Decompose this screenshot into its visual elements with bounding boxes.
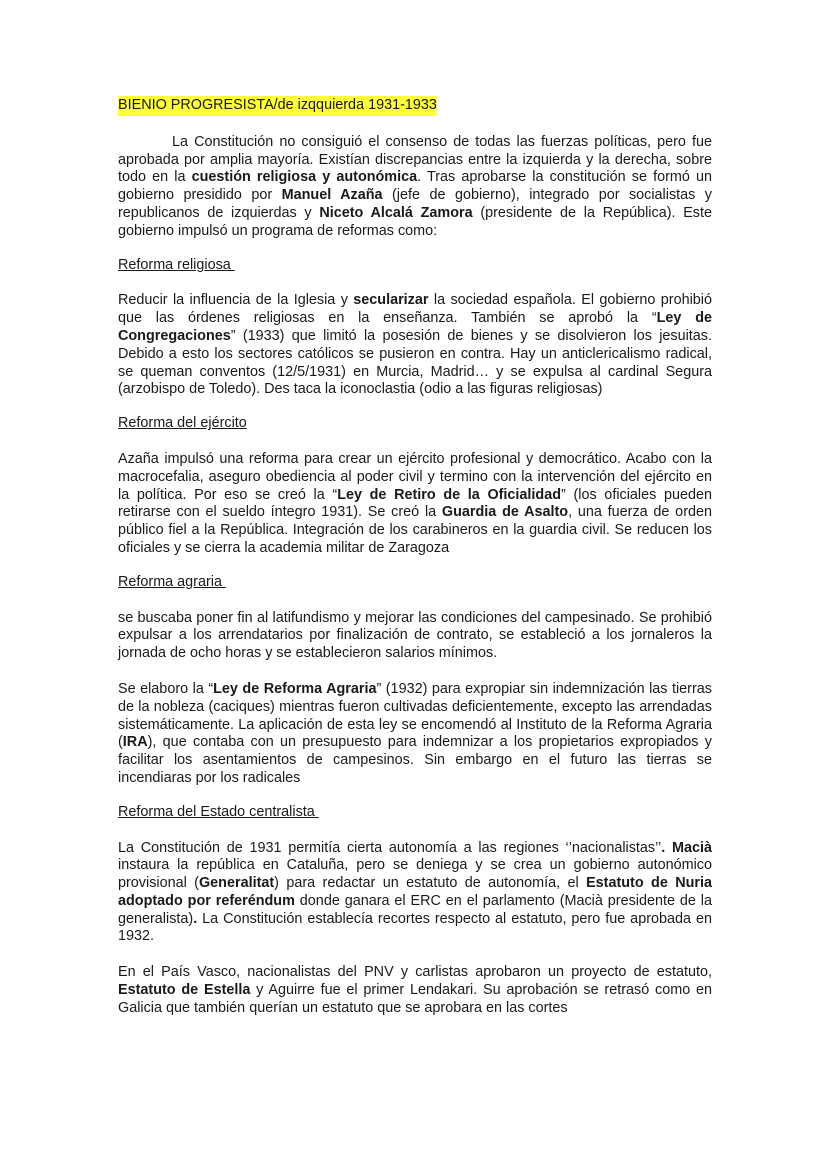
bold-text: Ley de Congregaciones: [118, 310, 713, 344]
text-run: se buscaba poner fin al latifundismo y mejorar las condiciones del campesinado. Se prohibió expulsar a los arrendatarios por finalización de contrato, se estableció a los jornaleros la jornada de ocho horas y se establecieron salarios mínimos.: [118, 609, 712, 662]
text-run: Se elaboro la “: [118, 680, 214, 697]
bold-text: Estatuto de Estella: [118, 982, 251, 999]
text-run: Reducir la influencia de la Iglesia y: [118, 292, 354, 309]
section-paragraph: [118, 292, 712, 399]
section-paragraph: [118, 840, 712, 947]
bold-text: Manuel Azaña: [281, 187, 383, 204]
document-title: BIENIO PROGRESISTA/de izqquierda 1931-1933: [118, 96, 437, 116]
text-run: , una fuerza de orden público fiel a la República. Integración de los carabineros en la guardia civil. Se reducen los oficiales y se cierra la academia militar de Zaragoza: [118, 504, 712, 556]
text-run: instaura la república en Cataluña, pero se deniega y se crea un gobierno autonómico provisional (: [118, 857, 712, 892]
section-heading: Reforma del Estado centralista: [118, 803, 319, 820]
text-run: La Constitución no consiguió el consenso de todas las fuerzas políticas, pero fue aprobada por amplia mayoría. Existían discrepancias entre la izquierda y la derecha, sobre todo en la: [118, 133, 712, 186]
sections-container: [118, 257, 712, 1018]
section-paragraph: [118, 451, 712, 558]
text-run: En el País Vasco, nacionalistas del PNV y carlistas aprobaron un proyecto de estatuto,: [118, 964, 712, 981]
text-run: . Tras aprobarse la constitución se formó un gobierno presidido por: [118, 169, 712, 204]
bold-text: Ley de Retiro de la Oficialidad: [337, 486, 562, 503]
section-paragraph: [118, 964, 712, 1017]
text-run: ), que contaba con un presupuesto para indemnizar a los propietarios expropiados y facilitar los asentamientos de campesinos. Sin embargo en el futuro las tierras se incendiaras por los radicales: [118, 734, 712, 786]
text-run: la sociedad española. El gobierno prohibió que las órdenes religiosas en la enseñanza. También se aprobó la “: [118, 292, 713, 327]
bold-text: Niceto Alcalá Zamora: [319, 204, 473, 221]
text-run: y Aguirre fue el primer Lendakari. Su aprobación se retrasó como en Galicia que también querían un estatuto que se aprobara en las cortes: [118, 982, 713, 1016]
bold-text: Guardia de Asalto: [441, 504, 569, 521]
bold-text: IRA: [122, 734, 148, 751]
bold-text: Ley de Reforma Agraria: [213, 680, 377, 697]
bold-text: Generalitat: [198, 875, 275, 892]
section-heading: Reforma del ejército: [118, 415, 247, 432]
bold-text: secularizar: [353, 292, 429, 309]
section-paragraph: [118, 681, 712, 788]
document-page: [118, 96, 712, 1018]
text-run: donde ganara el ERC en el parlamento (Macià presidente de la generalista): [118, 892, 712, 927]
section-heading: Reforma religiosa: [118, 256, 235, 273]
text-run: (jefe de gobierno), integrado por socialistas y republicanos de izquierdas y: [118, 187, 713, 221]
bold-text: cuestión religiosa y autonómica: [191, 169, 418, 186]
text-run: La Constitución establecía recortes respecto al estatuto, pero fue aprobada en 1932.: [118, 910, 712, 945]
intro-paragraph: [118, 134, 712, 241]
text-run: Azaña impulsó una reforma para crear un ejército profesional y democrático. Acabo con la macrocefalia, aseguro obediencia al poder civil y termino con la intervención del ejército en la política. Por eso se creó la “: [118, 450, 712, 503]
bold-text: . Macià: [661, 839, 712, 856]
section-heading: Reforma agraria: [118, 573, 226, 590]
text-run: La Constitución de 1931 permitía cierta autonomía a las regiones ‘’nacionalistas’’: [118, 839, 662, 856]
text-run: ) para redactar un estatuto de autonomía, el: [274, 875, 587, 892]
text-run: ” (los oficiales pueden retirarse con el sueldo íntegro 1931). Se creó la: [118, 486, 712, 521]
bold-text: .: [193, 910, 198, 927]
text-run: ” (1932) para expropiar sin indemnización las tierras de la nobleza (caciques) mientras fueron cultivadas deficientemente, excepto las arrendadas sistemáticamente. La aplicación de esta ley se encomendó al Instituto de la Reforma Agraria (: [118, 680, 712, 751]
text-run: (presidente de la República). Este gobierno impulsó un programa de reformas como:: [118, 204, 713, 239]
bold-text: Estatuto de Nuria adoptado por referéndum: [118, 875, 712, 909]
text-run: ” (1933) que limitó la posesión de bienes y se disolvieron los jesuitas. Debido a esto los sectores católicos se pusieron en contra. Hay un anticlericalismo radical, se queman conventos (12/5/1931) en Murcia, Madrid… y se expulsa al cardinal Segura (arzobispo de Toledo). Des taca la iconoclastia (odio a las figuras religiosas): [118, 327, 712, 398]
section-paragraph: [118, 610, 712, 663]
